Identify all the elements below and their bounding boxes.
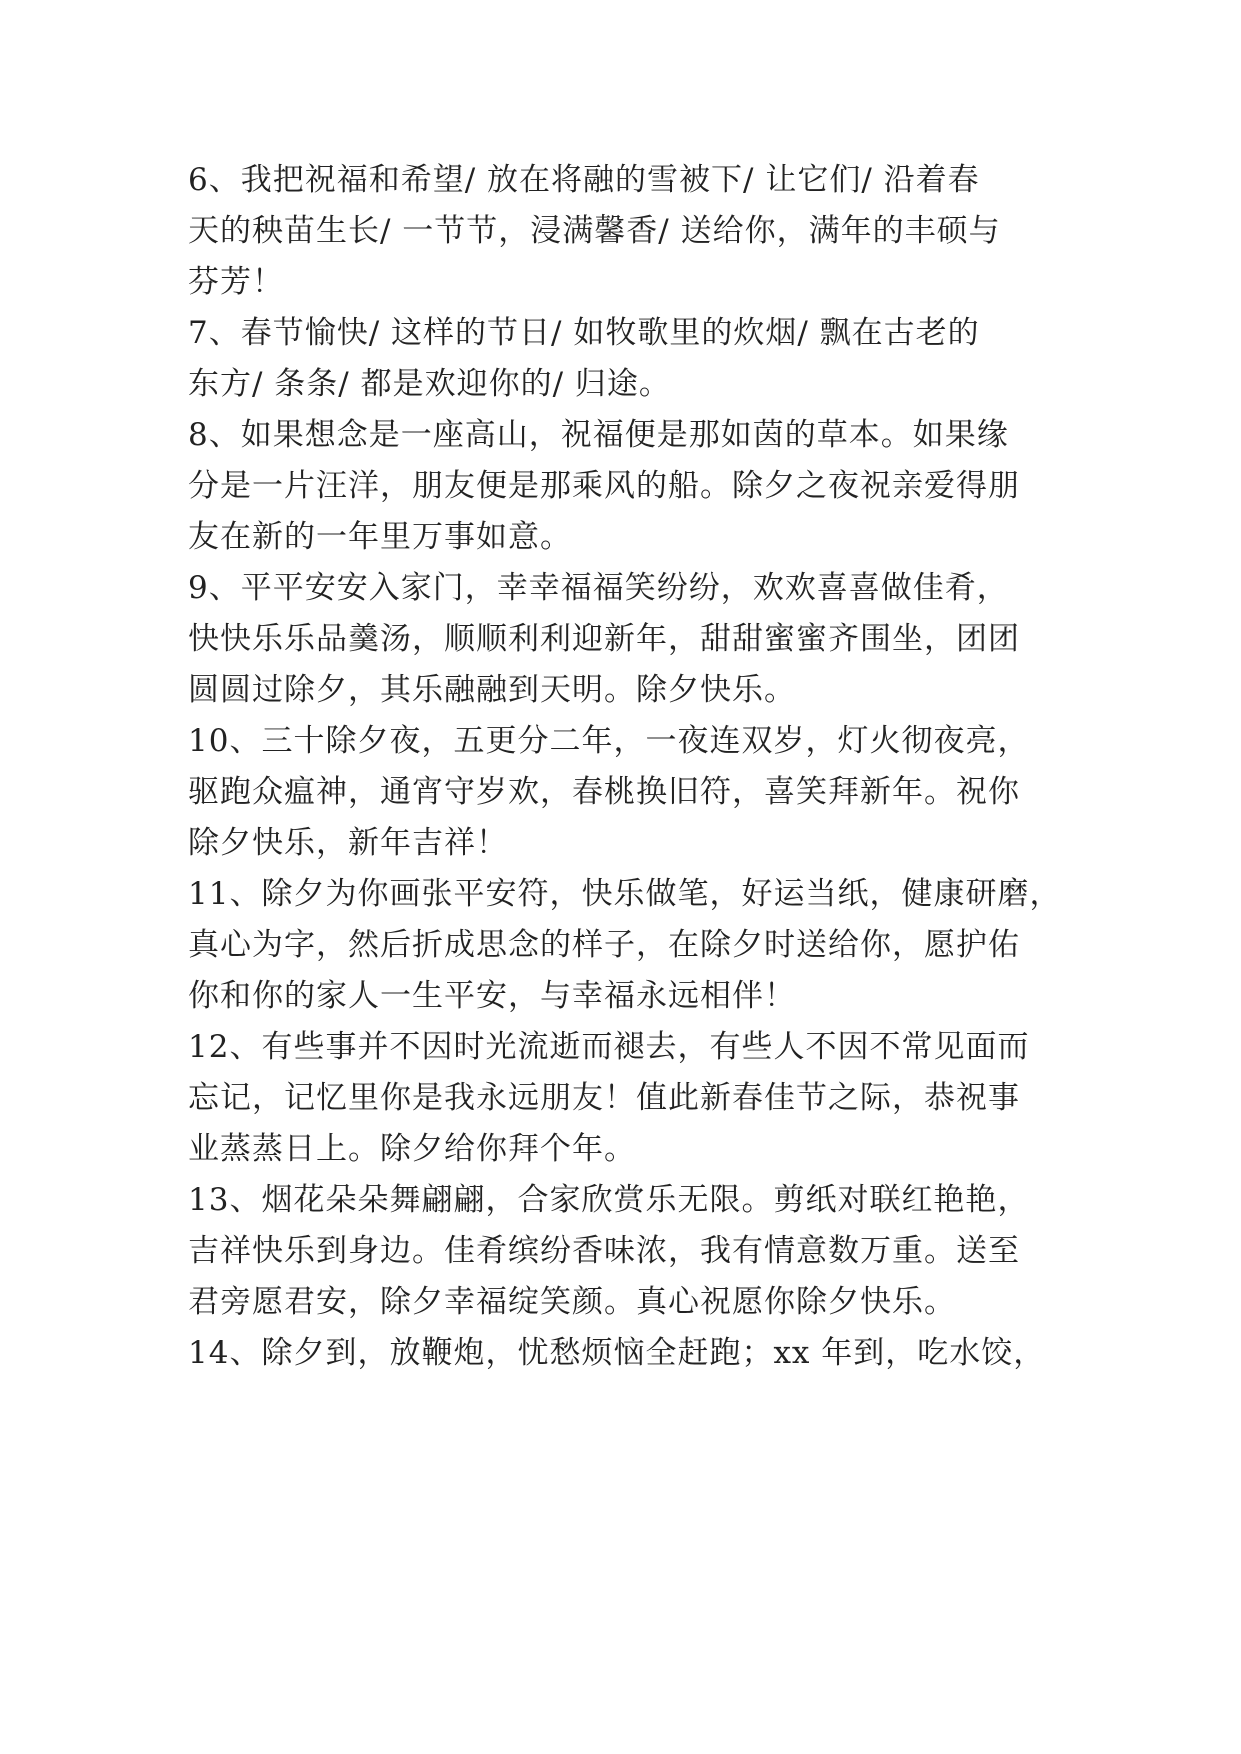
text-line: 吉祥快乐到身边。佳肴缤纷香味浓，我有情意数万重。送至 (188, 1233, 1020, 1269)
text-line: 6、我把祝福和希望/ 放在将融的雪被下/ 让它们/ 沿着春 (188, 162, 980, 198)
text-line: 君旁愿君安，除夕幸福绽笑颜。真心祝愿你除夕快乐。 (188, 1284, 956, 1320)
text-line: 14、除夕到，放鞭炮，忧愁烦恼全赶跑；xx 年到，吃水饺， (188, 1335, 1046, 1371)
text-line: 11、除夕为你画张平安符，快乐做笔，好运当纸，健康研磨， (188, 876, 1062, 912)
text-line: 业蒸蒸日上。除夕给你拜个年。 (188, 1131, 636, 1167)
text-line: 忘记，记忆里你是我永远朋友！值此新春佳节之际，恭祝事 (188, 1080, 1020, 1116)
text-line: 你和你的家人一生平安，与幸福永远相伴！ (188, 978, 796, 1014)
text-line: 12、有些事并不因时光流逝而褪去，有些人不因不常见面而 (188, 1029, 1030, 1065)
text-line: 驱跑众瘟神，通宵守岁欢，春桃换旧符，喜笑拜新年。祝你 (188, 774, 1020, 810)
text-line: 9、平平安安入家门，幸幸福福笑纷纷，欢欢喜喜做佳肴， (188, 570, 1009, 606)
text-line: 8、如果想念是一座高山，祝福便是那如茵的草本。如果缘 (188, 417, 1009, 453)
text-line: 友在新的一年里万事如意。 (188, 519, 572, 555)
text-line: 13、烟花朵朵舞翩翩，合家欣赏乐无限。剪纸对联红艳艳， (188, 1182, 1030, 1218)
text-line: 圆圆过除夕，其乐融融到天明。除夕快乐。 (188, 672, 796, 708)
text-line: 7、春节愉快/ 这样的节日/ 如牧歌里的炊烟/ 飘在古老的 (188, 315, 980, 351)
text-line: 分是一片汪洋，朋友便是那乘风的船。除夕之夜祝亲爱得朋 (188, 468, 1020, 504)
text-line: 快快乐乐品羹汤，顺顺利利迎新年，甜甜蜜蜜齐围坐，团团 (188, 621, 1020, 657)
text-line: 天的秧苗生长/ 一节节，浸满馨香/ 送给你，满年的丰硕与 (188, 213, 1001, 249)
text-line: 芬芳！ (188, 264, 284, 300)
text-line: 10、三十除夕夜，五更分二年，一夜连双岁，灯火彻夜亮， (188, 723, 1030, 759)
text-line: 东方/ 条条/ 都是欢迎你的/ 归途。 (188, 366, 671, 402)
text-line: 真心为字，然后折成思念的样子，在除夕时送给你，愿护佑 (188, 927, 1020, 963)
text-line: 除夕快乐，新年吉祥！ (188, 825, 508, 861)
